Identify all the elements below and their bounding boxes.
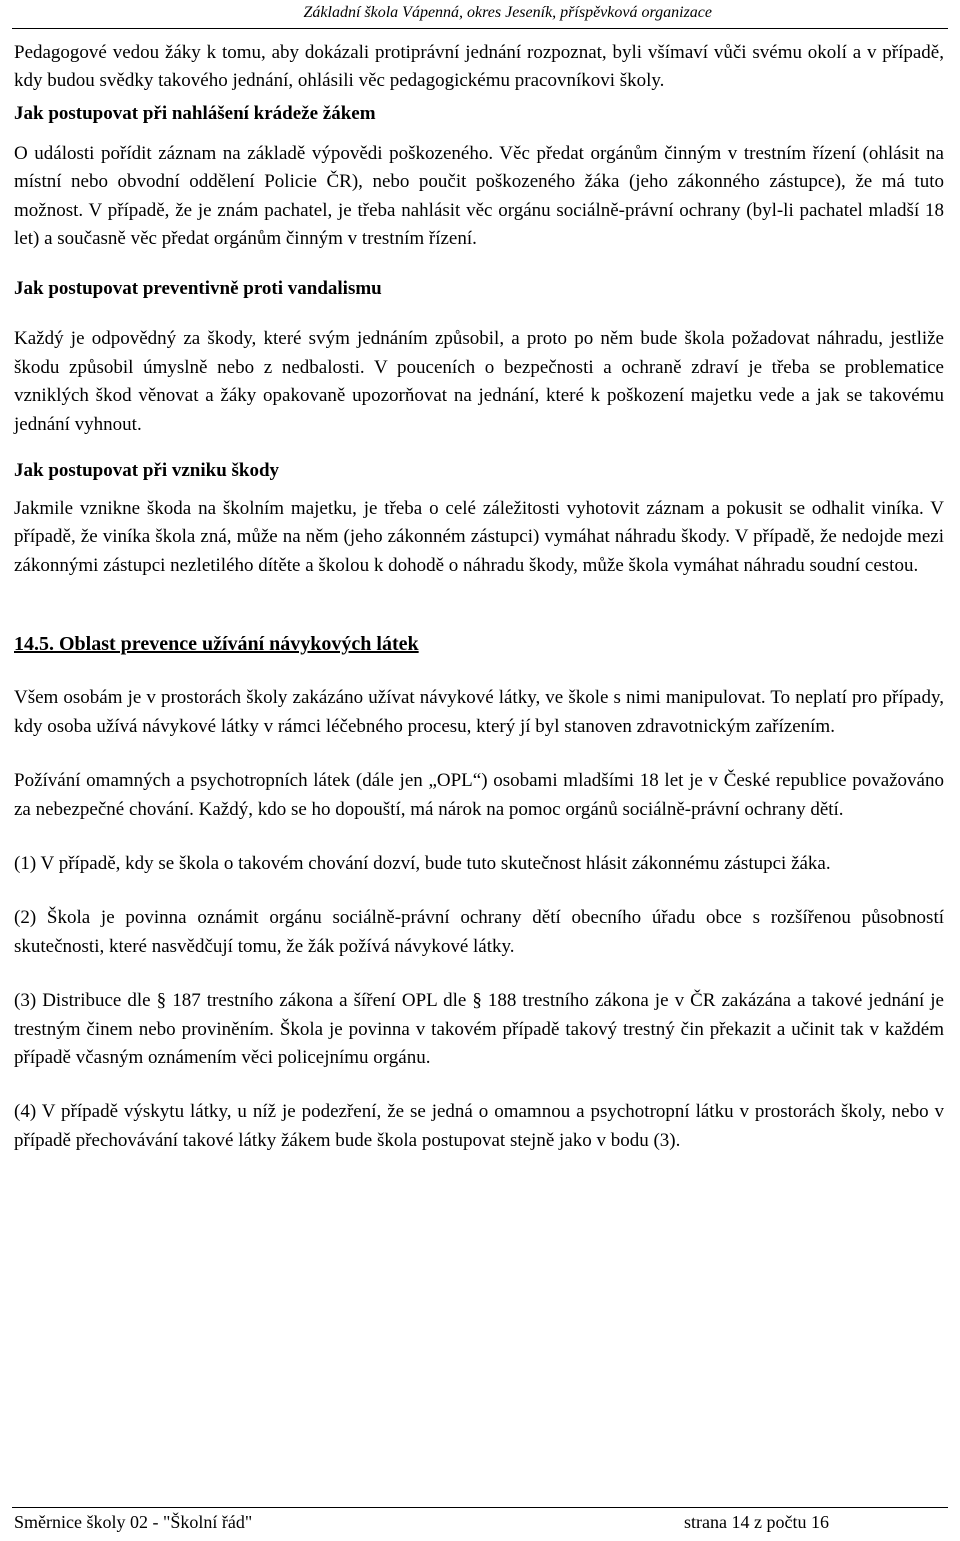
footer-page-number: strana 14 z počtu 16	[684, 1512, 829, 1532]
theft-paragraph: O události pořídit záznam na základě výpovědi poškozeného. Věc předat orgánům činným v trestním řízení (ohlásit na místní nebo obvodní oddělení Policie ČR), nebo poučit poškozeného žáka (jeho zákonného zástupce), že má tuto možnost. V případě, že je znám pachatel, je třeba nahlásit věc orgánu sociálně-právní ochrany (byl-li pachatel mladší 18 let) a současně věc předat orgánům činným v trestním řízení.	[14, 142, 944, 250]
section-paragraph-5: (3) Distribuce dle § 187 trestního zákona a šíření OPL dle § 188 trestního zákona je v ČR zakázána a takové jednání je trestným činem nebo proviněním. Škola je povinna v takovém případě takový trestný čin překazit a učinit tak v každém případě včasným oznámením věci policejnímu orgánu.	[14, 990, 944, 1068]
document-body	[14, 39, 944, 1177]
damage-paragraph: Jakmile vznikne škoda na školním majetku, je třeba o celé záležitosti vyhotovit záznam a pokusit se odhalit viníka. V případě, že viníka škola zná, může na něm (jeho zákonném zástupci) vymáhat náhradu škody. V případě, že nedojde mezi zákonnými zástupci nezletilého dítěte a školou k dohodě o náhradu škody, může škola vymáhat náhradu soudní cestou.	[14, 498, 944, 576]
header-divider	[12, 28, 948, 29]
theft-heading: Jak postupovat při nahlášení krádeže žákem	[14, 102, 376, 124]
damage-heading: Jak postupovat při vzniku škody	[14, 460, 280, 482]
section-paragraph-4: (2) Škola je povinna oznámit orgánu sociálně-právní ochrany dětí obecního úřadu obce s rozšířenou působností skutečnosti, které nasvědčují tomu, že žák požívá návykové látky.	[14, 907, 944, 957]
footer-document-title: Směrnice školy 02 - "Školní řád"	[14, 1512, 253, 1532]
footer-divider	[12, 1507, 948, 1508]
section-heading: 14.5. Oblast prevence užívání návykových látek	[14, 633, 419, 656]
vandalism-heading: Jak postupovat preventivně proti vandalismu	[14, 278, 382, 300]
section-paragraph-1: Všem osobám je v prostorách školy zakázáno užívat návykové látky, ve škole s nimi manipulovat. To neplatí pro případy, kdy osoba užívá návykové látky v rámci léčebného procesu, který jí byl stanoven zdravotnickým zařízením.	[14, 687, 944, 737]
intro-paragraph: Pedagogové vedou žáky k tomu, aby dokázali protiprávní jednání rozpoznat, byli všímaví vůči svému okolí a v případě, kdy budou svědky takového jednání, ohlásili věc pedagogickému pracovníkovi školy.	[14, 42, 944, 92]
vandalism-paragraph: Každý je odpovědný za škody, které svým jednáním způsobil, a proto po něm bude škola požadovat náhradu, jestliže škodu způsobil úmyslně nebo z nedbalosti. V pouceních o bezpečnosti a ochraně zdraví je třeba se problematice vzniklých škod věnovat a žáky opakovaně upozorňovat na jednání, které k poškození majetku vede a jak se takovému jednání vyhnout.	[14, 328, 944, 435]
section-paragraph-3: (1) V případě, kdy se škola o takovém chování dozví, bude tuto skutečnost hlásit zákonnému zástupci žáka.	[14, 852, 831, 874]
section-paragraph-2: Požívání omamných a psychotropních látek (dále jen „OPL“) osobami mladšími 18 let je v České republice považováno za nebezpečné chování. Každý, kdo se ho dopouští, má nárok na pomoc orgánů sociálně-právní ochrany dětí.	[14, 770, 944, 820]
page-header: Základní škola Vápenná, okres Jeseník, příspěvková organizace	[303, 4, 712, 21]
section-paragraph-6: (4) V případě výskytu látky, u níž je podezření, že se jedná o omamnou a psychotropní látku v prostorách školy, nebo v případě přechovávání takové látky žákem bude škola postupovat stejně jako v bodu (3).	[14, 1101, 944, 1151]
